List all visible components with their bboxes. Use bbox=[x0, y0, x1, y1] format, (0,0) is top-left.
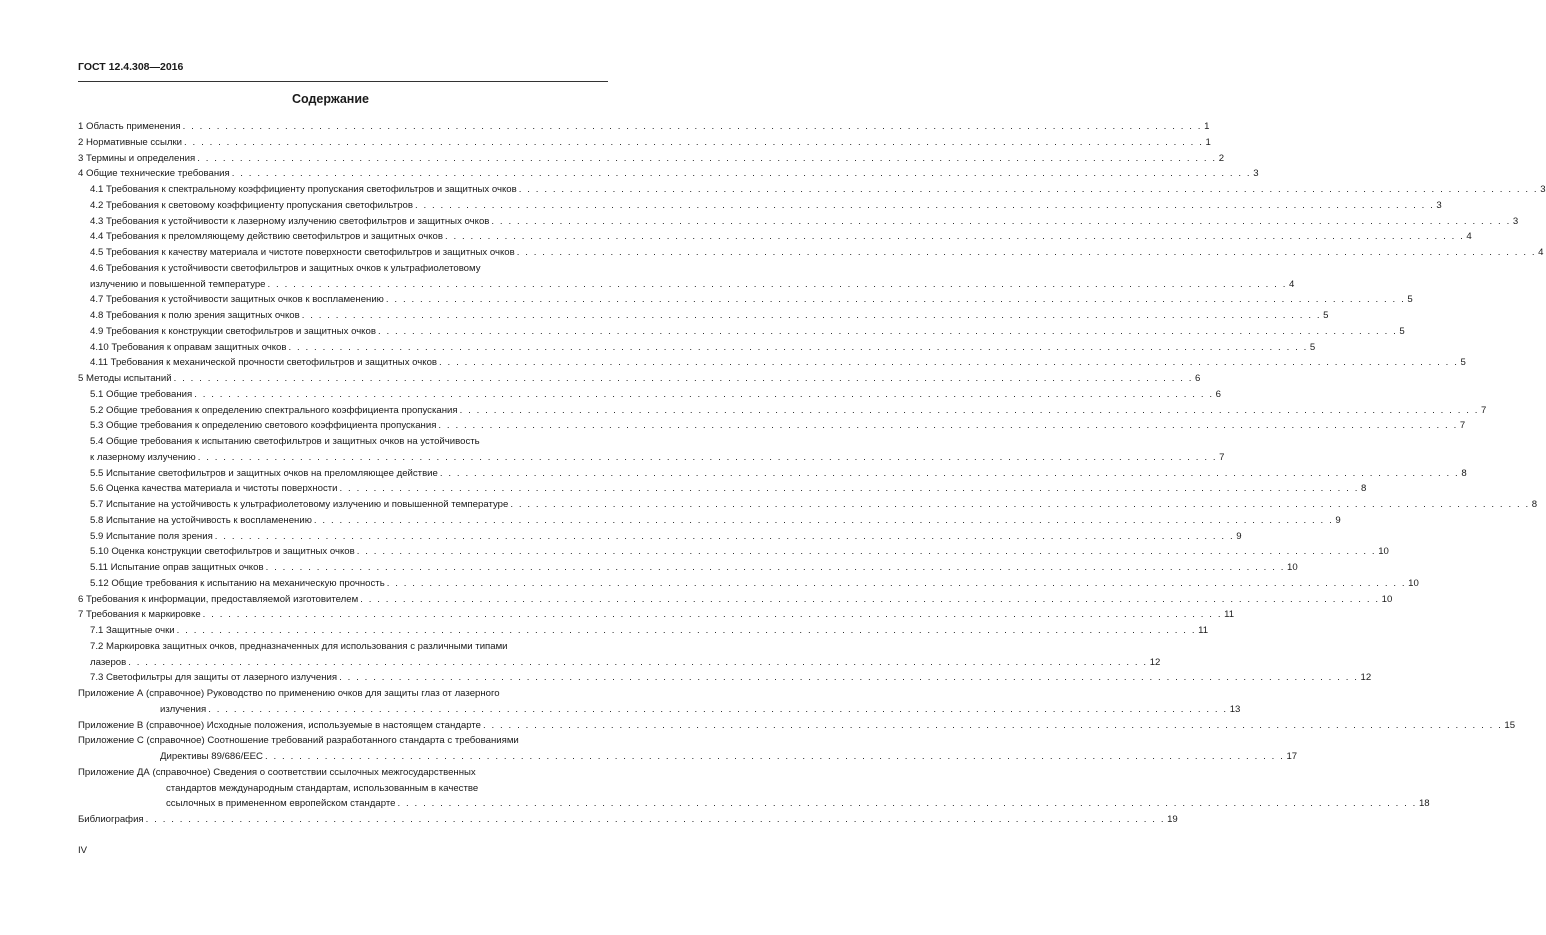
toc-entry bbox=[78, 292, 1413, 308]
toc-entry-page: 10 bbox=[1378, 546, 1389, 558]
toc-entry-page: 3 bbox=[1253, 168, 1259, 180]
toc-entry-page: 3 bbox=[1512, 215, 1519, 227]
toc-entry-title: Директивы 89/686/ЕЕС bbox=[160, 751, 263, 762]
toc-entry bbox=[78, 497, 1538, 513]
toc-entry-title: 4.2 Требования к световому коэффициенту пропускания светофильтров bbox=[90, 199, 413, 211]
toc-entry bbox=[78, 639, 608, 655]
toc-entry bbox=[78, 277, 1295, 293]
toc-entry-title: 4.10 Требования к оправам защитных очков bbox=[90, 341, 287, 353]
toc-entry-title: 4.3 Требования к устойчивости к лазерному излучению светофильтров и защитных очков bbox=[90, 215, 490, 227]
toc-dot-leader bbox=[174, 371, 1193, 387]
toc-entry bbox=[78, 182, 1546, 198]
toc-dot-leader bbox=[314, 513, 1333, 529]
toc-entry bbox=[78, 812, 1178, 828]
toc-entry-page: 11 bbox=[1198, 625, 1209, 636]
toc-dot-leader bbox=[288, 340, 1307, 356]
toc-dot-leader bbox=[177, 623, 1196, 639]
toc-entry bbox=[78, 371, 1201, 387]
toc-entry bbox=[78, 308, 1329, 324]
toc-entry-title: 4.8 Требования к полю зрения защитных очков bbox=[90, 310, 300, 321]
toc-entry-page: 5 bbox=[1460, 357, 1466, 369]
toc-dot-leader bbox=[128, 655, 1147, 671]
toc-entry-title: 5.4 Общие требования к испытанию светофильтров и защитных очков на устойчивость bbox=[90, 436, 480, 447]
toc-entry-title: 5.9 Испытание поля зрения bbox=[90, 530, 213, 542]
toc-entry-page: 8 bbox=[1360, 483, 1367, 495]
toc-dot-leader bbox=[386, 292, 1405, 308]
toc-entry bbox=[78, 245, 1544, 261]
toc-dot-leader bbox=[397, 796, 1416, 812]
toc-entry bbox=[78, 796, 1430, 812]
toc-entry-title: 1 Область применения bbox=[78, 121, 181, 132]
toc-entry-title: 4.5 Требования к качеству материала и чистоте поверхности светофильтров и защитных очков bbox=[90, 247, 515, 258]
toc-entry bbox=[78, 151, 1225, 167]
toc-entry bbox=[78, 135, 1211, 151]
toc-entry-page: 1 bbox=[1205, 136, 1211, 148]
toc-entry bbox=[78, 623, 1209, 639]
toc-entry bbox=[78, 749, 1298, 765]
toc-dot-leader bbox=[483, 718, 1502, 734]
toc-entry-title: 6 Требования к информации, предоставляемой изготовителем bbox=[78, 593, 359, 605]
toc-entry bbox=[78, 481, 1367, 497]
toc-entry-title: 5.10 Оценка конструкции светофильтров и защитных очков bbox=[90, 546, 355, 558]
toc-entry-title: 4.1 Требования к спектральному коэффициенту пропускания светофильтров и защитных очков bbox=[90, 184, 517, 195]
toc-entry-page: 5 bbox=[1399, 325, 1405, 337]
toc-dot-leader bbox=[194, 387, 1213, 403]
toc-dot-leader bbox=[378, 324, 1397, 340]
toc-entry-page: 9 bbox=[1236, 530, 1242, 542]
toc-dot-leader bbox=[208, 702, 1227, 718]
toc-entry-page: 1 bbox=[1204, 121, 1210, 132]
toc-entry-title: 4.7 Требования к устойчивости защитных очков к воспламенению bbox=[90, 294, 384, 306]
toc-dot-leader bbox=[387, 576, 1406, 592]
toc-entry bbox=[78, 765, 608, 781]
toc-dot-leader bbox=[340, 481, 1359, 497]
toc-entry-title: 7.2 Маркировка защитных очков, предназначенных для использования с различными типами bbox=[90, 640, 508, 652]
toc-entry-title: ссылочных в примененном европейском стандарте bbox=[166, 798, 396, 810]
toc-dot-leader bbox=[268, 277, 1287, 293]
toc-entry-page: 10 bbox=[1408, 577, 1419, 589]
toc-entry-page: 6 bbox=[1195, 373, 1201, 384]
toc-entry bbox=[78, 403, 1487, 419]
toc-entry-page: 4 bbox=[1538, 247, 1544, 258]
toc-dot-leader bbox=[445, 229, 1464, 245]
toc-entry bbox=[78, 261, 608, 277]
toc-dot-leader bbox=[265, 749, 1284, 765]
toc-entry bbox=[78, 166, 1259, 182]
toc-dot-leader bbox=[491, 214, 1510, 230]
toc-entry-title: 5.2 Общие требования к определению спектрального коэффициента пропускания bbox=[90, 404, 458, 416]
toc-dot-leader bbox=[215, 529, 1234, 545]
toc-dot-leader bbox=[519, 182, 1538, 198]
toc-entry-page: 8 bbox=[1531, 499, 1538, 510]
toc-entry-page: 10 bbox=[1287, 562, 1298, 573]
toc-entry bbox=[78, 513, 1341, 529]
toc-entry-page: 3 bbox=[1540, 184, 1546, 195]
page-title: Содержание bbox=[291, 92, 369, 106]
toc-entry bbox=[78, 592, 1393, 608]
toc-entry-page: 18 bbox=[1418, 798, 1430, 810]
toc-entry bbox=[78, 576, 1419, 592]
toc-dot-leader bbox=[460, 403, 1479, 419]
toc-entry-page: 12 bbox=[1149, 656, 1161, 668]
toc-entry-title: 3 Термины и определения bbox=[78, 152, 196, 164]
toc-entry-page: 3 bbox=[1436, 199, 1442, 211]
toc-entry-title: 5.3 Общие требования к определению светового коэффициента пропускания bbox=[90, 420, 437, 432]
toc-dot-leader bbox=[203, 607, 1222, 623]
toc-entry-title: 4.4 Требования к преломляющему действию светофильтров и защитных очков bbox=[90, 231, 443, 243]
toc-entry bbox=[78, 340, 1316, 356]
toc-dot-leader bbox=[146, 812, 1165, 828]
toc-entry-page: 7 bbox=[1459, 420, 1466, 432]
toc-entry bbox=[78, 434, 608, 450]
toc-entry bbox=[78, 670, 1372, 686]
page-number: IV bbox=[78, 845, 88, 856]
toc-dot-leader bbox=[415, 198, 1434, 214]
toc-entry bbox=[78, 198, 1442, 214]
toc-entry-title: Библиография bbox=[78, 814, 144, 825]
toc-entry-title: излучению и повышенной температуре bbox=[90, 278, 266, 290]
toc-entry bbox=[78, 466, 1467, 482]
toc-entry-page: 15 bbox=[1504, 719, 1516, 731]
toc-entry-page: 7 bbox=[1219, 451, 1225, 463]
toc-entry bbox=[78, 718, 1516, 734]
toc-entry-page: 5 bbox=[1323, 310, 1329, 321]
toc-entry-page: 4 bbox=[1466, 231, 1472, 243]
toc-entry-title: 4.6 Требования к устойчивости светофильтров и защитных очков к ультрафиолетовому bbox=[90, 262, 481, 274]
toc-entry-page: 7 bbox=[1481, 404, 1487, 416]
toc-entry-page: 6 bbox=[1215, 388, 1221, 400]
toc-entry-title: 4.9 Требования к конструкции светофильтров и защитных очков bbox=[90, 325, 376, 337]
toc-entry-page: 10 bbox=[1381, 593, 1393, 605]
toc-entry bbox=[78, 324, 1405, 340]
toc-dot-leader bbox=[339, 670, 1358, 686]
toc-entry-title: 7.1 Защитные очки bbox=[90, 625, 175, 636]
toc-entry-page: 13 bbox=[1229, 703, 1241, 715]
toc-entry bbox=[78, 355, 1466, 371]
toc-entry-title: 2 Нормативные ссылки bbox=[78, 136, 183, 148]
toc-entry-title: 5.8 Испытание на устойчивость к воспламенению bbox=[90, 514, 312, 526]
toc-entry-title: стандартов международным стандартам, использованным в качестве bbox=[166, 782, 479, 794]
toc-entry bbox=[78, 733, 608, 749]
toc-entry bbox=[78, 702, 1241, 718]
toc-entry bbox=[78, 387, 1221, 403]
toc-entry-page: 19 bbox=[1167, 814, 1178, 825]
toc-entry-title: к лазерному излучению bbox=[90, 451, 196, 463]
toc-entry-title: 5 Методы испытаний bbox=[78, 373, 172, 384]
toc-entry bbox=[78, 781, 608, 797]
toc-entry bbox=[78, 544, 1389, 560]
toc-entry-title: излучения bbox=[160, 703, 207, 715]
toc-entry-title: 7 Требования к маркировке bbox=[78, 609, 201, 621]
toc-entry-title: 5.7 Испытание на устойчивость к ультрафиолетовому излучению и повышенной температуре bbox=[90, 499, 509, 510]
toc-dot-leader bbox=[198, 450, 1217, 466]
toc-entry-title: 5.6 Оценка качества материала и чистоты поверхности bbox=[90, 483, 338, 495]
toc-entry bbox=[78, 686, 608, 702]
toc-dot-leader bbox=[510, 497, 1529, 513]
toc-entry-title: лазеров bbox=[90, 656, 127, 668]
toc-entry bbox=[78, 214, 1519, 230]
toc-dot-leader bbox=[266, 560, 1285, 576]
toc-entry bbox=[78, 529, 1242, 545]
toc-entry-title: 4.11 Требования к механической прочности светофильтров и защитных очков bbox=[90, 357, 438, 369]
toc-entry-page: 9 bbox=[1335, 514, 1341, 526]
toc-dot-leader bbox=[439, 355, 1458, 371]
toc-entry bbox=[78, 119, 1210, 135]
toc-dot-leader bbox=[517, 245, 1536, 261]
toc-dot-leader bbox=[183, 119, 1202, 135]
table-of-contents bbox=[78, 119, 1546, 828]
toc-entry-page: 12 bbox=[1360, 672, 1372, 684]
toc-entry-page: 4 bbox=[1288, 278, 1295, 290]
toc-entry-title: 5.11 Испытание оправ защитных очков bbox=[90, 562, 264, 573]
document-header: ГОСТ 12.4.308—2016 bbox=[78, 61, 184, 73]
toc-entry-title: Приложение А (справочное) Руководство по применению очков для защиты глаз от лазерного bbox=[78, 688, 500, 699]
toc-dot-leader bbox=[197, 151, 1216, 167]
toc-entry bbox=[78, 229, 1472, 245]
toc-dot-leader bbox=[184, 135, 1203, 151]
toc-entry bbox=[78, 560, 1298, 576]
toc-entry-page: 5 bbox=[1309, 341, 1316, 353]
toc-entry bbox=[78, 418, 1466, 434]
toc-entry-title: Приложение С (справочное) Соотношение требований разработанного стандарта с требованиями bbox=[78, 735, 519, 747]
toc-entry-title: 5.1 Общие требования bbox=[90, 388, 193, 400]
toc-dot-leader bbox=[232, 166, 1251, 182]
toc-entry-page: 8 bbox=[1461, 467, 1467, 479]
toc-entry bbox=[78, 450, 1225, 466]
toc-entry-title: 4 Общие технические требования bbox=[78, 168, 230, 180]
toc-entry-page: 5 bbox=[1407, 294, 1413, 306]
toc-entry-title: Приложение В (справочное) Исходные положения, используемые в настоящем стандарте bbox=[78, 719, 481, 731]
toc-dot-leader bbox=[357, 544, 1376, 560]
toc-dot-leader bbox=[438, 418, 1457, 434]
toc-dot-leader bbox=[302, 308, 1321, 324]
toc-entry bbox=[78, 607, 1235, 623]
toc-entry-page: 17 bbox=[1286, 751, 1298, 762]
toc-entry-title: 5.12 Общие требования к испытанию на механическую прочность bbox=[90, 577, 385, 589]
header-rule bbox=[78, 81, 608, 82]
toc-entry-title: Приложение ДА (справочное) Сведения о соответствии ссылочных межгосударственных bbox=[78, 766, 476, 778]
toc-entry-title: 7.3 Светофильтры для защиты от лазерного излучения bbox=[90, 672, 338, 684]
toc-dot-leader bbox=[440, 466, 1459, 482]
toc-entry-title: 5.5 Испытание светофильтров и защитных очков на преломляющее действие bbox=[90, 467, 438, 479]
toc-entry-page: 2 bbox=[1218, 152, 1225, 164]
toc-entry-page: 11 bbox=[1224, 609, 1235, 621]
toc-entry bbox=[78, 655, 1161, 671]
toc-dot-leader bbox=[360, 592, 1379, 608]
